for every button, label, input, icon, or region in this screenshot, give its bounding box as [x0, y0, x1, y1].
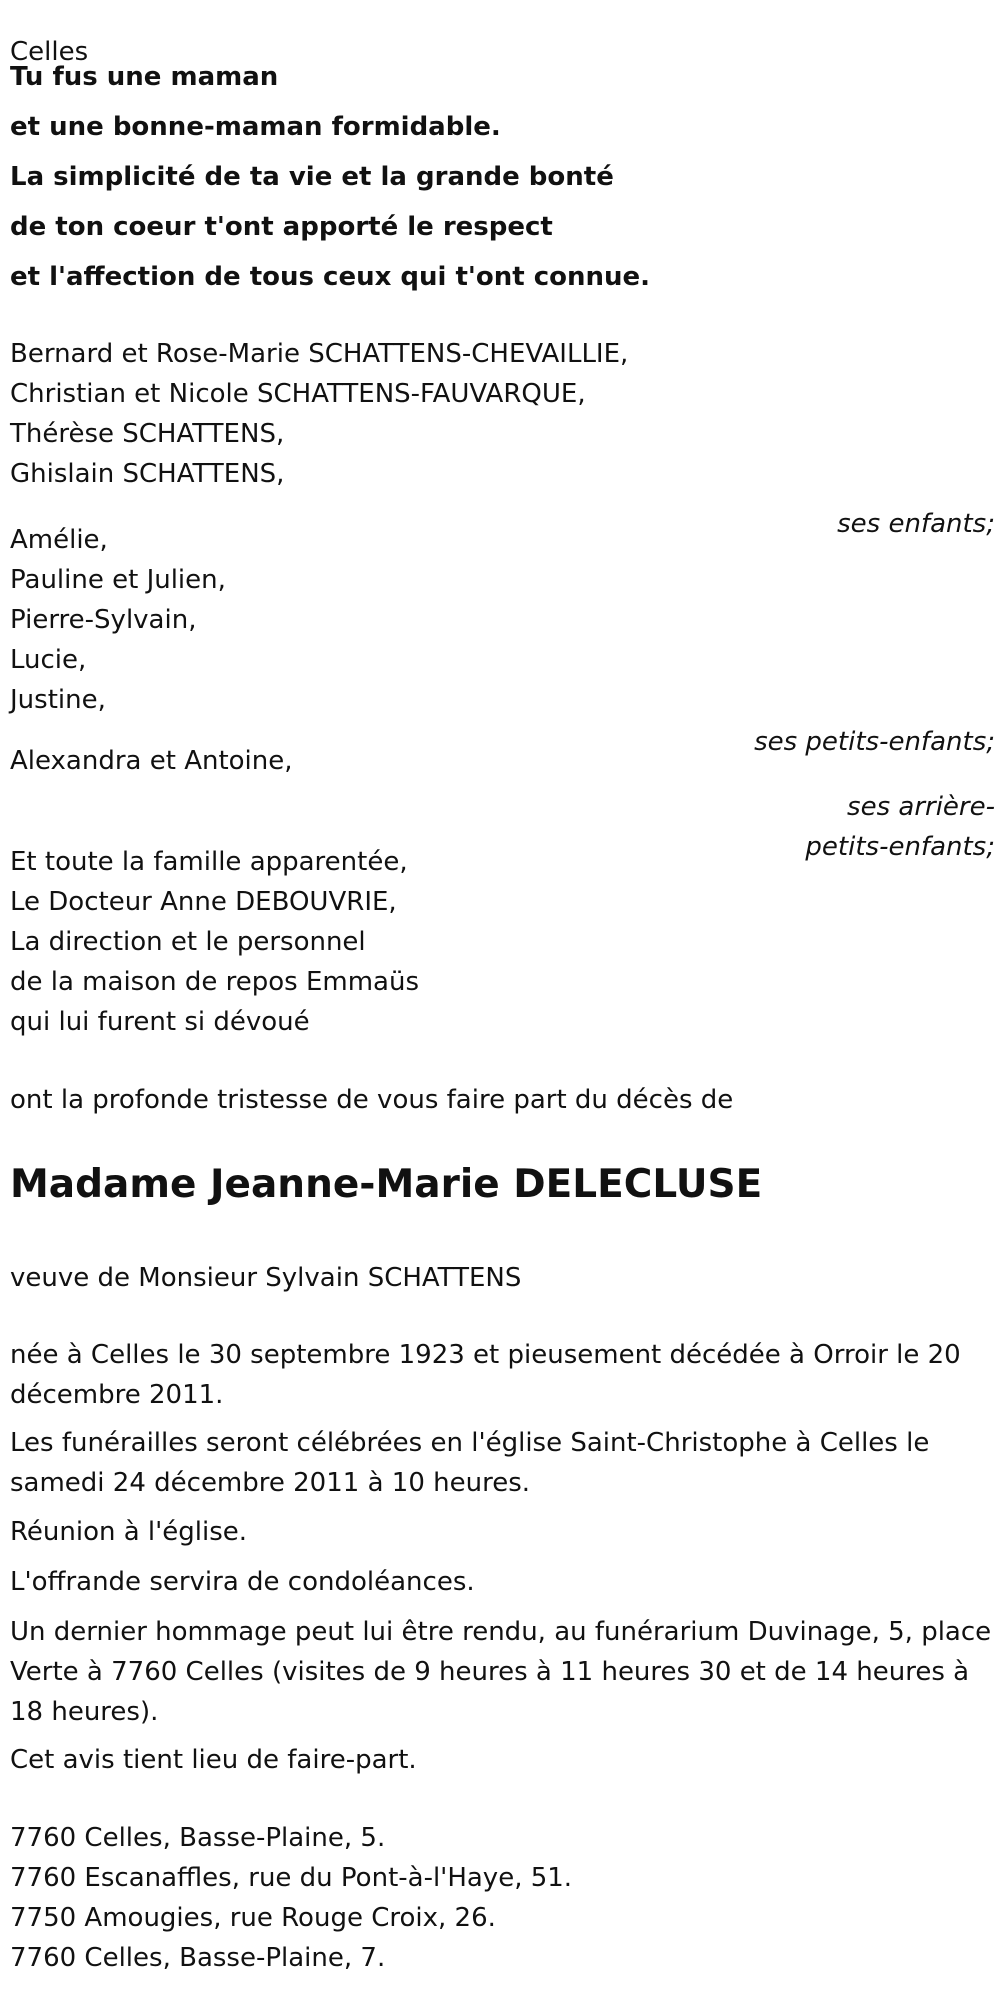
location-header: Celles: [10, 37, 89, 67]
poem-line: et l'affection de tous ceux qui t'ont connue.: [10, 262, 651, 292]
family-member: qui lui furent si dévoué: [10, 1007, 310, 1037]
family-member: Bernard et Rose-Marie SCHATTENS-CHEVAILLIE,: [10, 339, 629, 369]
announcement-text: ont la profonde tristesse de vous faire part du décès de: [10, 1085, 734, 1115]
family-member: Lucie,: [10, 645, 87, 675]
offering-text: L'offrande servira de condoléances.: [10, 1567, 475, 1597]
funeral-text: Les funérailles seront célébrées en l'église Saint-Christophe à Celles le samedi 24 décembre 2011 à 10 heures.: [10, 1428, 930, 1498]
poem-line: La simplicité de ta vie et la grande bonté: [10, 162, 614, 192]
family-member: Thérèse SCHATTENS,: [10, 419, 285, 449]
grandchildren-section: [10, 520, 995, 757]
poem-line: et une bonne-maman formidable.: [10, 112, 501, 142]
poem-line: de ton coeur t'ont apporté le respect: [10, 212, 553, 242]
tribute-text: Un dernier hommage peut lui être rendu, au funérarium Duvinage, 5, place Verte à 7760 Celles (visites de 9 heures à 11 heures 30 et de 14 heures à 18 heures).: [10, 1617, 992, 1727]
spouse-text: veuve de Monsieur Sylvain SCHATTENS: [10, 1263, 522, 1293]
family-member: Le Docteur Anne DEBOUVRIE,: [10, 887, 397, 917]
relationship-label: ses arrière-petits-enfants;: [805, 792, 995, 862]
others-section: [10, 842, 419, 1042]
family-member: Pauline et Julien,: [10, 565, 226, 595]
relationship-label: ses petits-enfants;: [754, 727, 995, 757]
notice-text: Cet avis tient lieu de faire-part.: [10, 1745, 417, 1775]
children-section: [10, 334, 995, 539]
relationship-label: ses enfants;: [837, 509, 995, 539]
address-line: 7760 Escanaffles, rue du Pont-à-l'Haye, 51.: [10, 1863, 573, 1893]
address-line: 7760 Celles, Basse-Plaine, 5.: [10, 1823, 386, 1853]
family-member: Amélie,: [10, 525, 108, 555]
family-member: Pierre-Sylvain,: [10, 605, 197, 635]
addresses: [10, 1818, 572, 1978]
poem-line: Tu fus une maman: [10, 62, 279, 92]
family-member: de la maison de repos Emmaüs: [10, 967, 420, 997]
poem: [10, 52, 650, 302]
meeting-text: Réunion à l'église.: [10, 1517, 248, 1547]
family-member: Et toute la famille apparentée,: [10, 847, 408, 877]
family-member: Alexandra et Antoine,: [10, 746, 293, 776]
address-line: 7750 Amougies, rue Rouge Croix, 26.: [10, 1903, 496, 1933]
family-member: Christian et Nicole SCHATTENS-FAUVARQUE,: [10, 379, 586, 409]
birth-death-text: née à Celles le 30 septembre 1923 et pieusement décédée à Orroir le 20 décembre 2011.: [10, 1340, 961, 1410]
family-member: La direction et le personnel: [10, 927, 366, 957]
family-member: Ghislain SCHATTENS,: [10, 459, 285, 489]
address-line: 7760 Celles, Basse-Plaine, 7.: [10, 1943, 386, 1973]
family-member: Justine,: [10, 685, 106, 715]
deceased-name: Madame Jeanne-Marie DELECLUSE: [10, 1162, 763, 1207]
